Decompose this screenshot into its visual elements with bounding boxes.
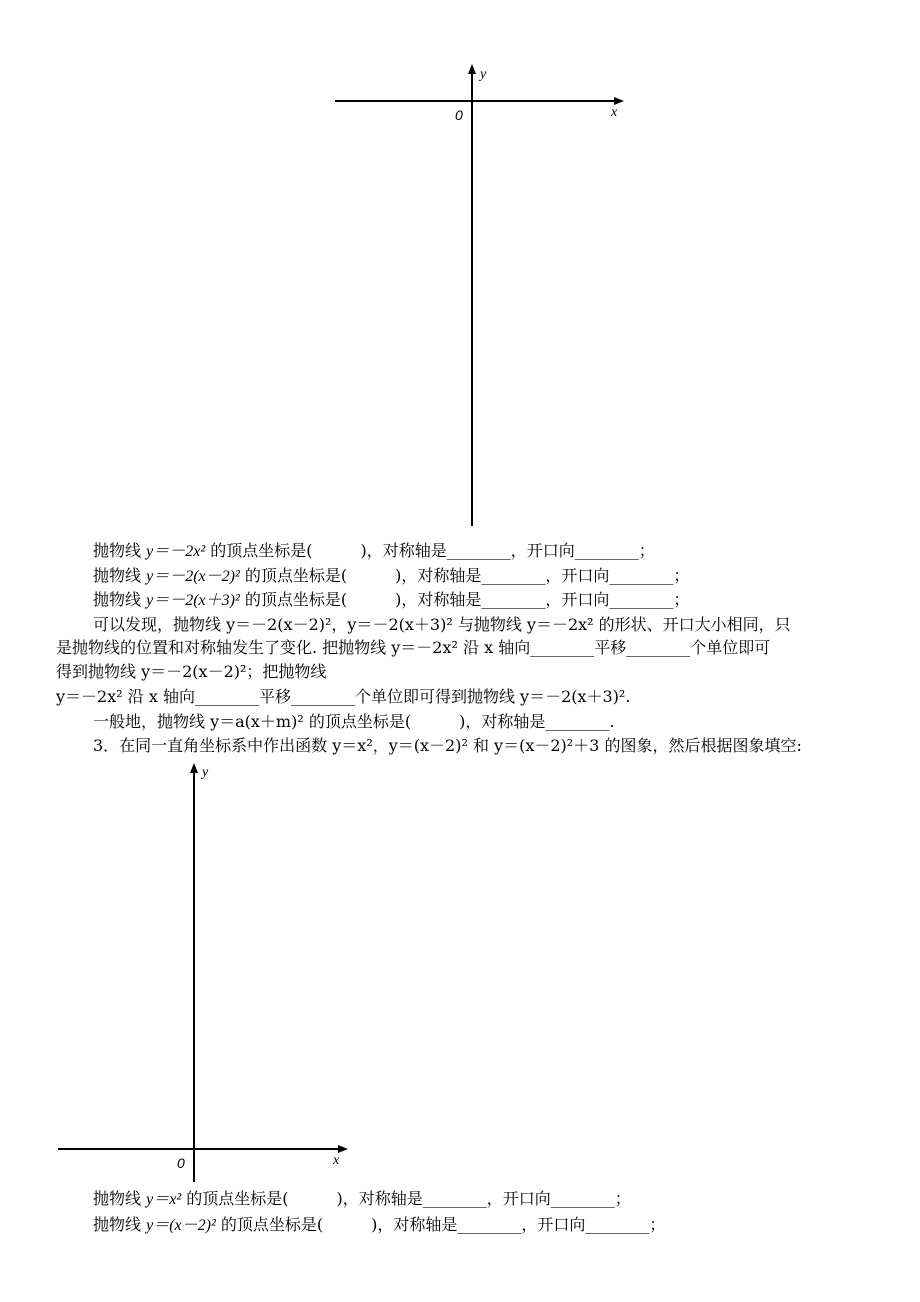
row-prefix: 抛物线	[93, 590, 142, 609]
row-prefix: 抛物线	[93, 1215, 142, 1234]
origin-label: 0	[455, 107, 463, 123]
coordinate-system-2	[58, 763, 348, 1182]
row-function: y＝(x－2)²	[146, 1217, 216, 1234]
row-suffix: 的顶点坐标是( )，对称轴是________，开口向________；	[210, 541, 655, 560]
row-prefix: 抛物线	[93, 1189, 142, 1208]
vertex-row-3	[93, 589, 689, 612]
vertex-row-4	[93, 1188, 631, 1211]
row-suffix: 的顶点坐标是( )，对称轴是________，开口向________；	[244, 590, 690, 609]
paragraph-line-1: 可以发现，抛物线 y＝－2(x－2)²，y＝－2(x＋3)² 与抛物线 y＝－2x² 的形状、开口大小相同，只	[93, 615, 791, 634]
vertex-row-2	[93, 565, 689, 588]
row-prefix: 抛物线	[93, 566, 142, 585]
origin-label: 0	[177, 1155, 185, 1171]
question-3: 3．在同一直角坐标系中作出函数 y＝x²，y＝(x－2)² 和 y＝(x－2)²＋3 的图象，然后根据图象填空:	[93, 736, 802, 755]
row-function: y＝－2(x－2)²	[146, 568, 240, 585]
row-suffix: 的顶点坐标是( )，对称轴是________，开口向________；	[220, 1215, 666, 1234]
vertex-row-5	[93, 1214, 665, 1237]
y-axis-label: y	[480, 67, 487, 82]
general-statement: 一般地，抛物线 y＝a(x＋m)² 的顶点坐标是( )，对称轴是________.	[93, 712, 615, 731]
row-function: y＝－2x²	[146, 543, 206, 560]
paragraph-line-2: 是抛物线的位置和对称轴发生了变化. 把抛物线 y＝－2x² 沿 x 轴向________平移________个单位即可	[56, 638, 771, 657]
row-function: y＝－2(x＋3)²	[146, 592, 240, 609]
x-axis-arrow	[338, 1145, 348, 1153]
x-axis-label: x	[611, 105, 618, 120]
row-suffix: 的顶点坐标是( )，对称轴是________，开口向________；	[244, 566, 690, 585]
vertex-row-1	[93, 540, 655, 563]
row-function: y＝x²	[146, 1191, 182, 1208]
y-axis-label: y	[202, 765, 209, 780]
row-suffix: 的顶点坐标是( )，对称轴是________，开口向________；	[186, 1189, 631, 1208]
y-axis-arrow	[190, 763, 198, 773]
y-axis-arrow	[468, 64, 476, 74]
paragraph-line-3: 得到抛物线 y＝－2(x－2)²；把抛物线	[56, 662, 327, 681]
paragraph-line-4: y＝－2x² 沿 x 轴向________平移________个单位即可得到抛物线 y＝－2(x＋3)².	[56, 687, 631, 706]
x-axis-arrow	[614, 97, 624, 105]
x-axis-label: x	[333, 1153, 340, 1168]
row-prefix: 抛物线	[93, 541, 142, 560]
coordinate-system-1	[335, 64, 624, 526]
